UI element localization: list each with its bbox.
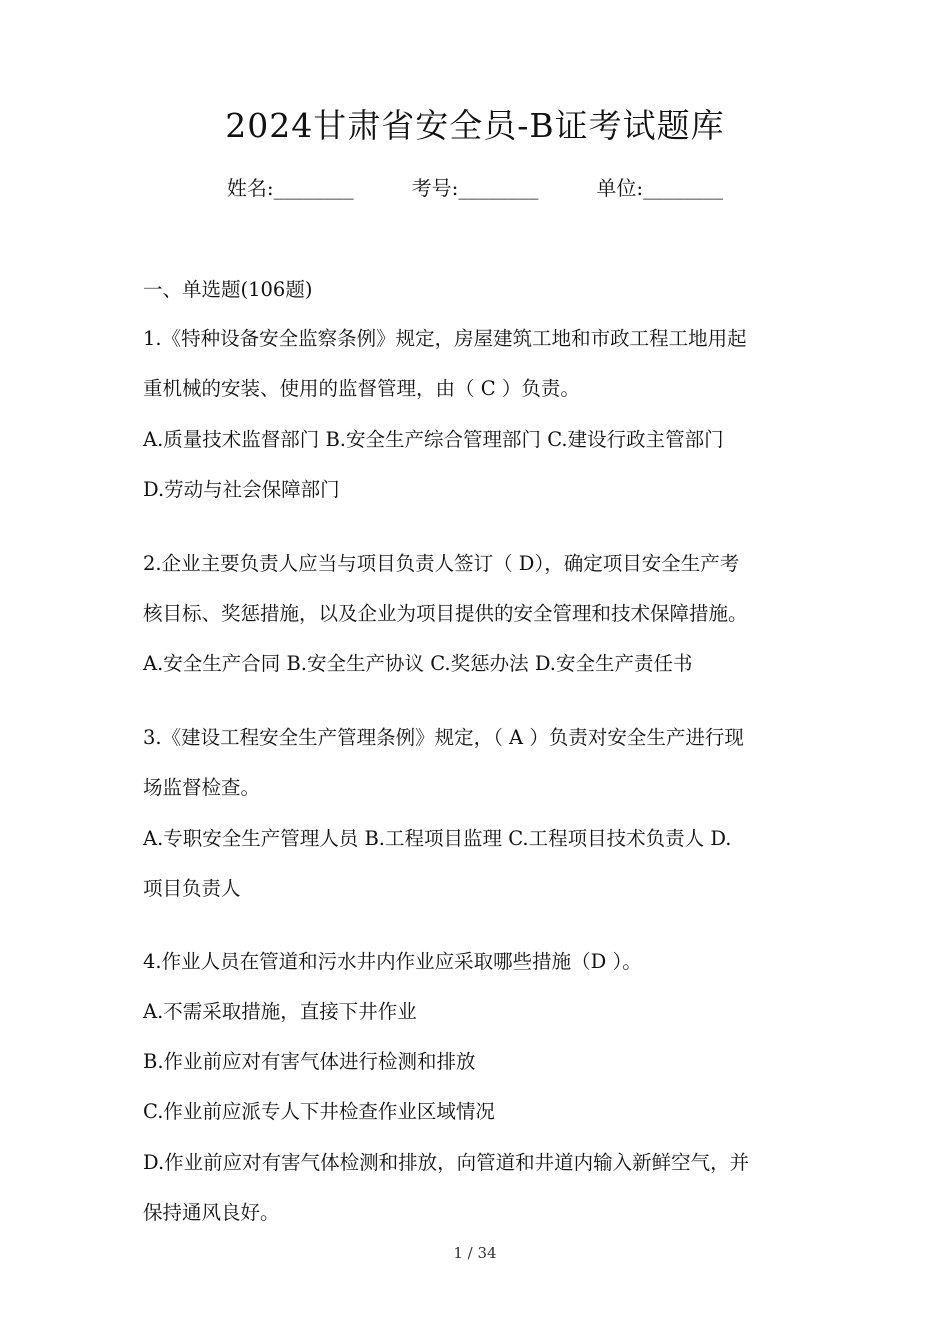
question-4-option-d-line-2: 保持通风良好。 [143,1201,280,1224]
question-3-line-1: 3.《建设工程安全生产管理条例》规定，（ A ）负责对安全生产进行现 [143,726,744,749]
question-2-line-1: 2.企业主要负责人应当与项目负责人签订（ D），确定项目安全生产考 [143,552,740,575]
question-1-line-1: 1.《特种设备安全监察条例》规定，房屋建筑工地和市政工程工地用起 [143,327,747,350]
question-1-options-line-2: D.劳动与社会保障部门 [143,478,340,501]
unit-field: 单位:________ [596,176,724,200]
question-2-line-2: 核目标、奖惩措施，以及企业为项目提供的安全管理和技术保障措施。 [143,602,748,625]
question-3-options-line-1: A.专职安全生产管理人员 B.工程项目监理 C.工程项目技术负责人 D. [143,827,732,850]
page-number: 1 / 34 [453,1244,497,1262]
candidate-info-fields [0,172,950,201]
question-3-options-line-2: 项目负责人 [143,877,241,900]
question-3-line-2: 场监督检查。 [143,776,261,799]
document-title: 2024甘肃省安全员-B证考试题库 [225,106,725,145]
question-4-option-b: B.作业前应对有害气体进行检测和排放 [143,1050,476,1073]
exam-number-field: 考号:________ [411,176,539,200]
question-2-options: A.安全生产合同 B.安全生产协议 C.奖惩办法 D.安全生产责任书 [143,652,693,675]
name-field: 姓名:________ [226,176,354,200]
question-1-options-line-1: A.质量技术监督部门 B.安全生产综合管理部门 C.建设行政主管部门 [143,428,724,451]
question-4-line-1: 4.作业人员在管道和污水井内作业应采取哪些措施（D ）。 [143,950,642,973]
question-4-option-d-line-1: D.作业前应对有害气体检测和排放，向管道和井道内输入新鲜空气，并 [143,1151,750,1174]
question-4-option-a: A.不需采取措施，直接下井作业 [143,1000,417,1023]
question-1-line-2: 重机械的安装、使用的监督管理，由（ C ）负责。 [143,377,580,400]
question-4-option-c: C.作业前应派专人下井检查作业区域情况 [143,1100,495,1123]
section-heading: 一、单选题(106题) [143,278,313,301]
